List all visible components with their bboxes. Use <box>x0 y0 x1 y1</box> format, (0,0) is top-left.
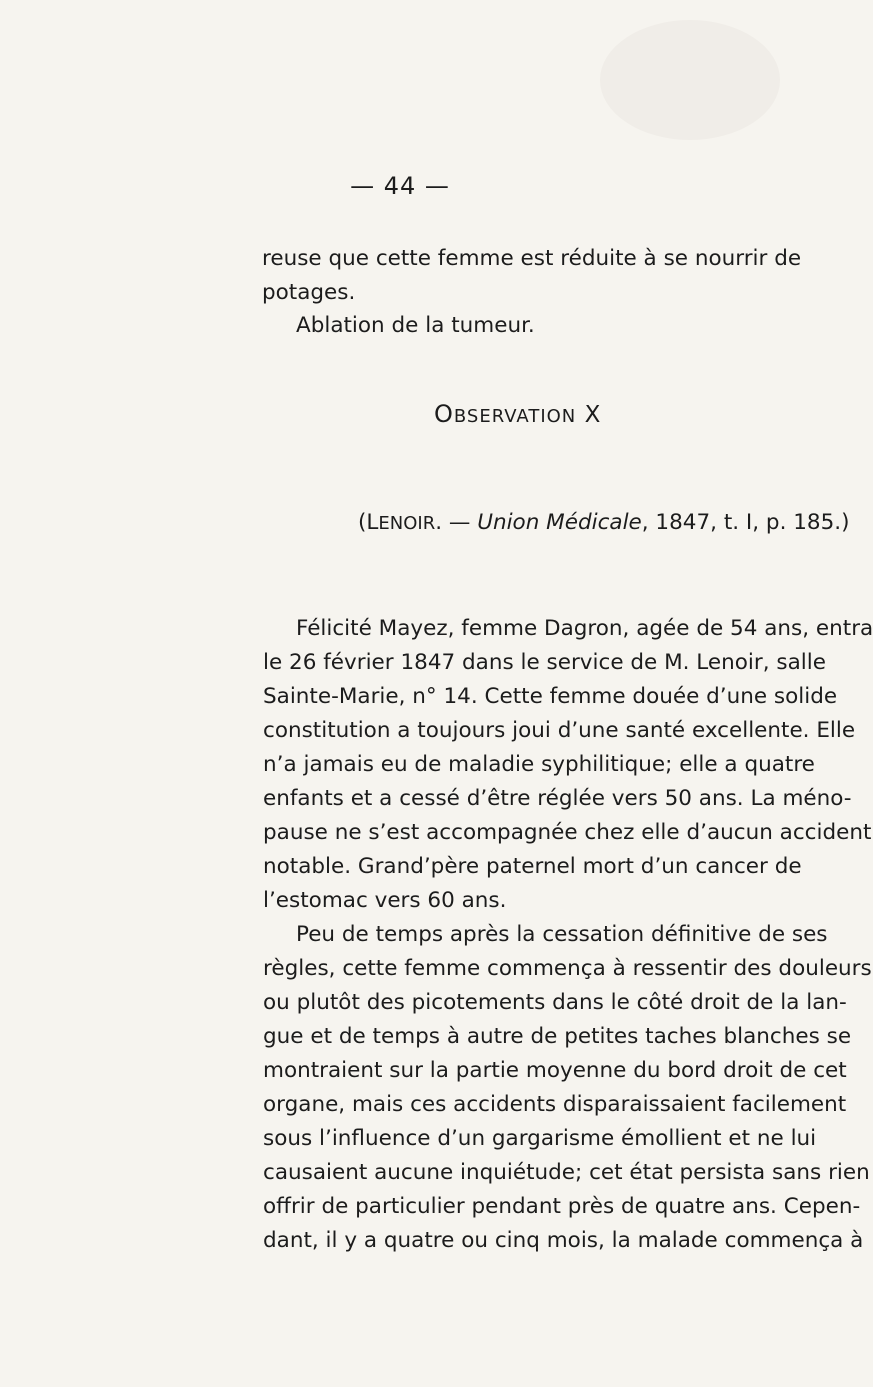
text-line: enfants et a cessé d’être réglée vers 50 ans. La méno- <box>263 786 852 811</box>
text-line: organe, mais ces accidents disparaissaient facilement <box>263 1092 847 1117</box>
text-line: ou plutôt des picotements dans le côté droit de la lan- <box>263 990 847 1015</box>
observation-source: (LENOIR. — Union Médicale, 1847, t. I, p. 185.) <box>358 510 850 535</box>
text-line: causaient aucune inquiétude; cet état persista sans rien <box>263 1160 870 1185</box>
text-line: Félicité Mayez, femme Dagron, agée de 54 ans, entra <box>296 616 873 641</box>
text-line: l’estomac vers 60 ans. <box>263 888 507 913</box>
text-line: Peu de temps après la cessation définitive de ses <box>296 922 828 947</box>
text-line: règles, cette femme commença à ressentir des douleurs <box>263 956 872 981</box>
text-line: sous l’influence d’un gargarisme émollient et ne lui <box>263 1126 817 1151</box>
text-line: dant, il y a quatre ou cinq mois, la malade commença à <box>263 1228 864 1253</box>
text-line: offrir de particulier pendant près de quatre ans. Cepen- <box>263 1194 861 1219</box>
observation-heading: OBSERVATION X <box>434 400 602 428</box>
text-line: montraient sur la partie moyenne du bord droit de cet <box>263 1058 847 1083</box>
paper-stain <box>600 20 780 140</box>
text-line: pause ne s’est accompagnée chez elle d’aucun accident <box>263 820 872 845</box>
page-number: — 44 — <box>350 172 450 200</box>
text-line: notable. Grand’père paternel mort d’un cancer de <box>263 854 802 879</box>
text-line: gue et de temps à autre de petites taches blanches se <box>263 1024 852 1049</box>
text-line: le 26 février 1847 dans le service de M. Lenoir, salle <box>263 650 826 675</box>
text-line: Sainte-Marie, n° 14. Cette femme douée d’une solide <box>263 684 838 709</box>
text-line: n’a jamais eu de maladie syphilitique; elle a quatre <box>263 752 815 777</box>
text-line: potages. <box>262 280 356 305</box>
text-line: constitution a toujours joui d’une santé excellente. Elle <box>263 718 856 743</box>
text-line: Ablation de la tumeur. <box>296 313 535 338</box>
text-line: reuse que cette femme est réduite à se nourrir de <box>262 246 802 271</box>
